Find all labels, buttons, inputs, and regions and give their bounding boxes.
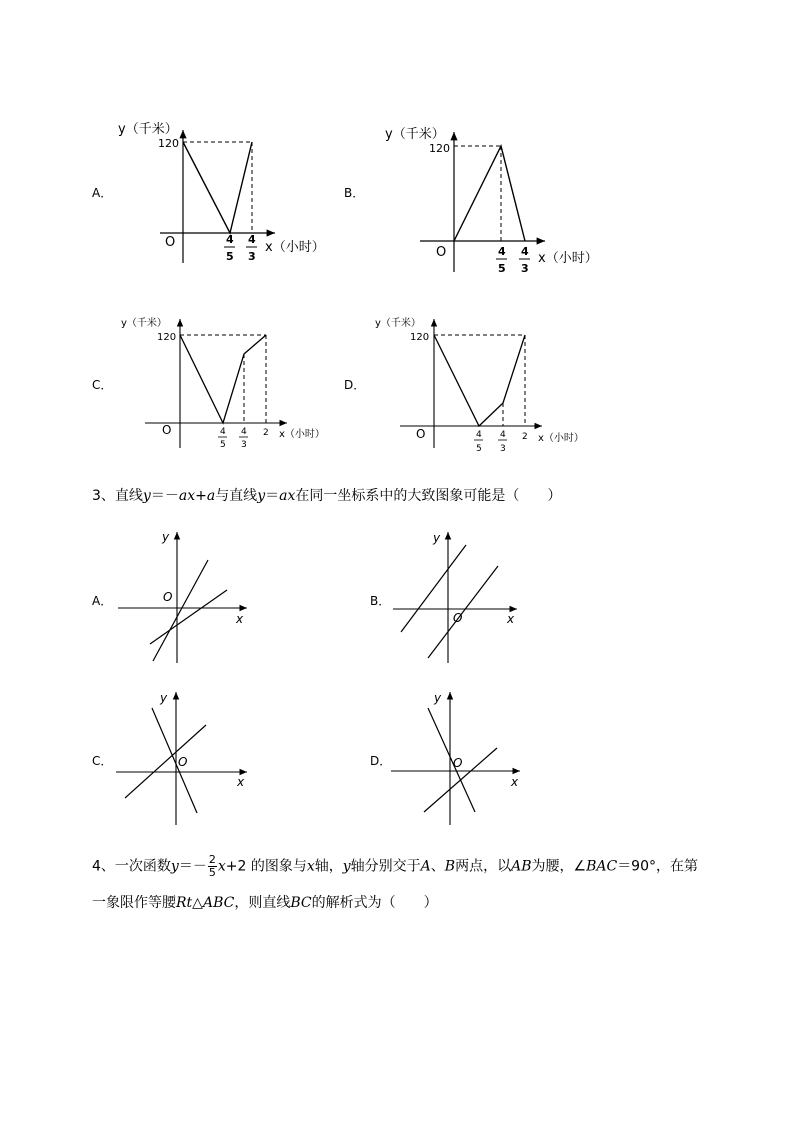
tick-4-3-den: 3	[248, 250, 256, 263]
x-label: x（小时）	[538, 433, 584, 444]
line-lower	[428, 566, 498, 658]
x-label: x（小时）	[279, 429, 325, 440]
q4-stem-line1: 4、一次函数y＝－ $\frac{2}{5}$ x+2 的图象与x轴，y轴分别交于A、B两点，以AB为腰，∠BAC＝90°，在第	[92, 853, 699, 879]
q3-option-a-label: A．	[92, 594, 113, 608]
line-steep-falling	[428, 708, 475, 812]
tick-4-5-num: 4	[226, 233, 234, 246]
y-label: y	[433, 531, 441, 545]
tick-4-5-den: 5	[498, 262, 506, 275]
x-label: x	[511, 775, 519, 789]
tick-4-3-den: 3	[500, 444, 506, 454]
graph-line	[454, 146, 525, 241]
q3-graph-d	[385, 688, 535, 828]
q2-graph-c	[115, 313, 335, 458]
line-rising	[125, 725, 206, 798]
line-shallow	[150, 590, 227, 644]
tick-2: 2	[522, 432, 528, 442]
line-steep	[153, 560, 208, 661]
q2-option-b-label: B．	[344, 186, 365, 200]
y-label: y（千米）	[375, 318, 421, 329]
origin: O	[453, 611, 463, 625]
tick-4-3-num: 4	[500, 430, 506, 440]
graph-line	[434, 335, 525, 426]
q2-graph-a	[110, 115, 340, 275]
q2-graph-b	[380, 120, 610, 280]
x-label: x	[507, 612, 515, 626]
origin: O	[453, 756, 463, 770]
q3-graph-c	[110, 688, 260, 828]
q3-stem: 3、直线y＝－ax+a与直线y＝ax在同一坐标系中的大致图象可能是（ ）	[92, 488, 562, 504]
q3-option-c-label: C．	[92, 754, 113, 768]
x-label: x（小时）	[265, 240, 325, 255]
graph-line	[183, 142, 252, 233]
tick-4-5-den: 5	[476, 444, 482, 454]
tick-4-3-num: 4	[248, 233, 256, 246]
q3-graph-a	[110, 528, 260, 668]
q2-option-a-label: A．	[92, 186, 113, 200]
x-label: x	[237, 775, 245, 789]
tick-4-5-num: 4	[220, 427, 226, 437]
y-label: y（千米）	[118, 122, 178, 137]
x-label: x	[236, 612, 244, 626]
fraction-2-5: $\frac{2}{5}$	[208, 853, 216, 879]
q3-option-b-label: B．	[370, 594, 391, 608]
q4-stem-line2: 一象限作等腰Rt△ABC，则直线BC的解析式为（ ）	[92, 895, 438, 911]
y-label: y	[434, 691, 442, 705]
y-tick-120: 120	[410, 332, 430, 343]
y-tick-120: 120	[157, 332, 177, 343]
origin: O	[178, 755, 188, 769]
graph-line	[180, 335, 266, 423]
q2-graph-d	[370, 313, 600, 458]
y-label: y（千米）	[385, 127, 445, 142]
tick-4-5-num: 4	[498, 245, 506, 258]
q2-option-d-label: D．	[344, 378, 366, 392]
q2-option-c-label: C．	[92, 378, 113, 392]
tick-4-5-num: 4	[476, 430, 482, 440]
origin: O	[163, 590, 173, 604]
origin: O	[165, 235, 176, 250]
y-label: y	[160, 691, 168, 705]
y-label: y（千米）	[121, 318, 167, 329]
q3-graph-b	[385, 528, 535, 668]
tick-2: 2	[263, 428, 269, 438]
origin: O	[436, 245, 447, 260]
tick-4-5-den: 5	[220, 440, 226, 450]
tick-4-3-num: 4	[241, 427, 247, 437]
origin: O	[416, 427, 426, 441]
tick-4-3-num: 4	[521, 245, 529, 258]
y-tick-120: 120	[158, 137, 179, 150]
line-falling	[152, 708, 197, 813]
y-tick-120: 120	[429, 142, 450, 155]
tick-4-3-den: 3	[241, 440, 247, 450]
y-label: y	[162, 530, 170, 544]
q3-option-d-label: D．	[370, 754, 392, 768]
x-label: x（小时）	[538, 251, 598, 266]
tick-4-5-den: 5	[226, 250, 234, 263]
tick-4-3-den: 3	[521, 262, 529, 275]
origin: O	[162, 423, 172, 437]
